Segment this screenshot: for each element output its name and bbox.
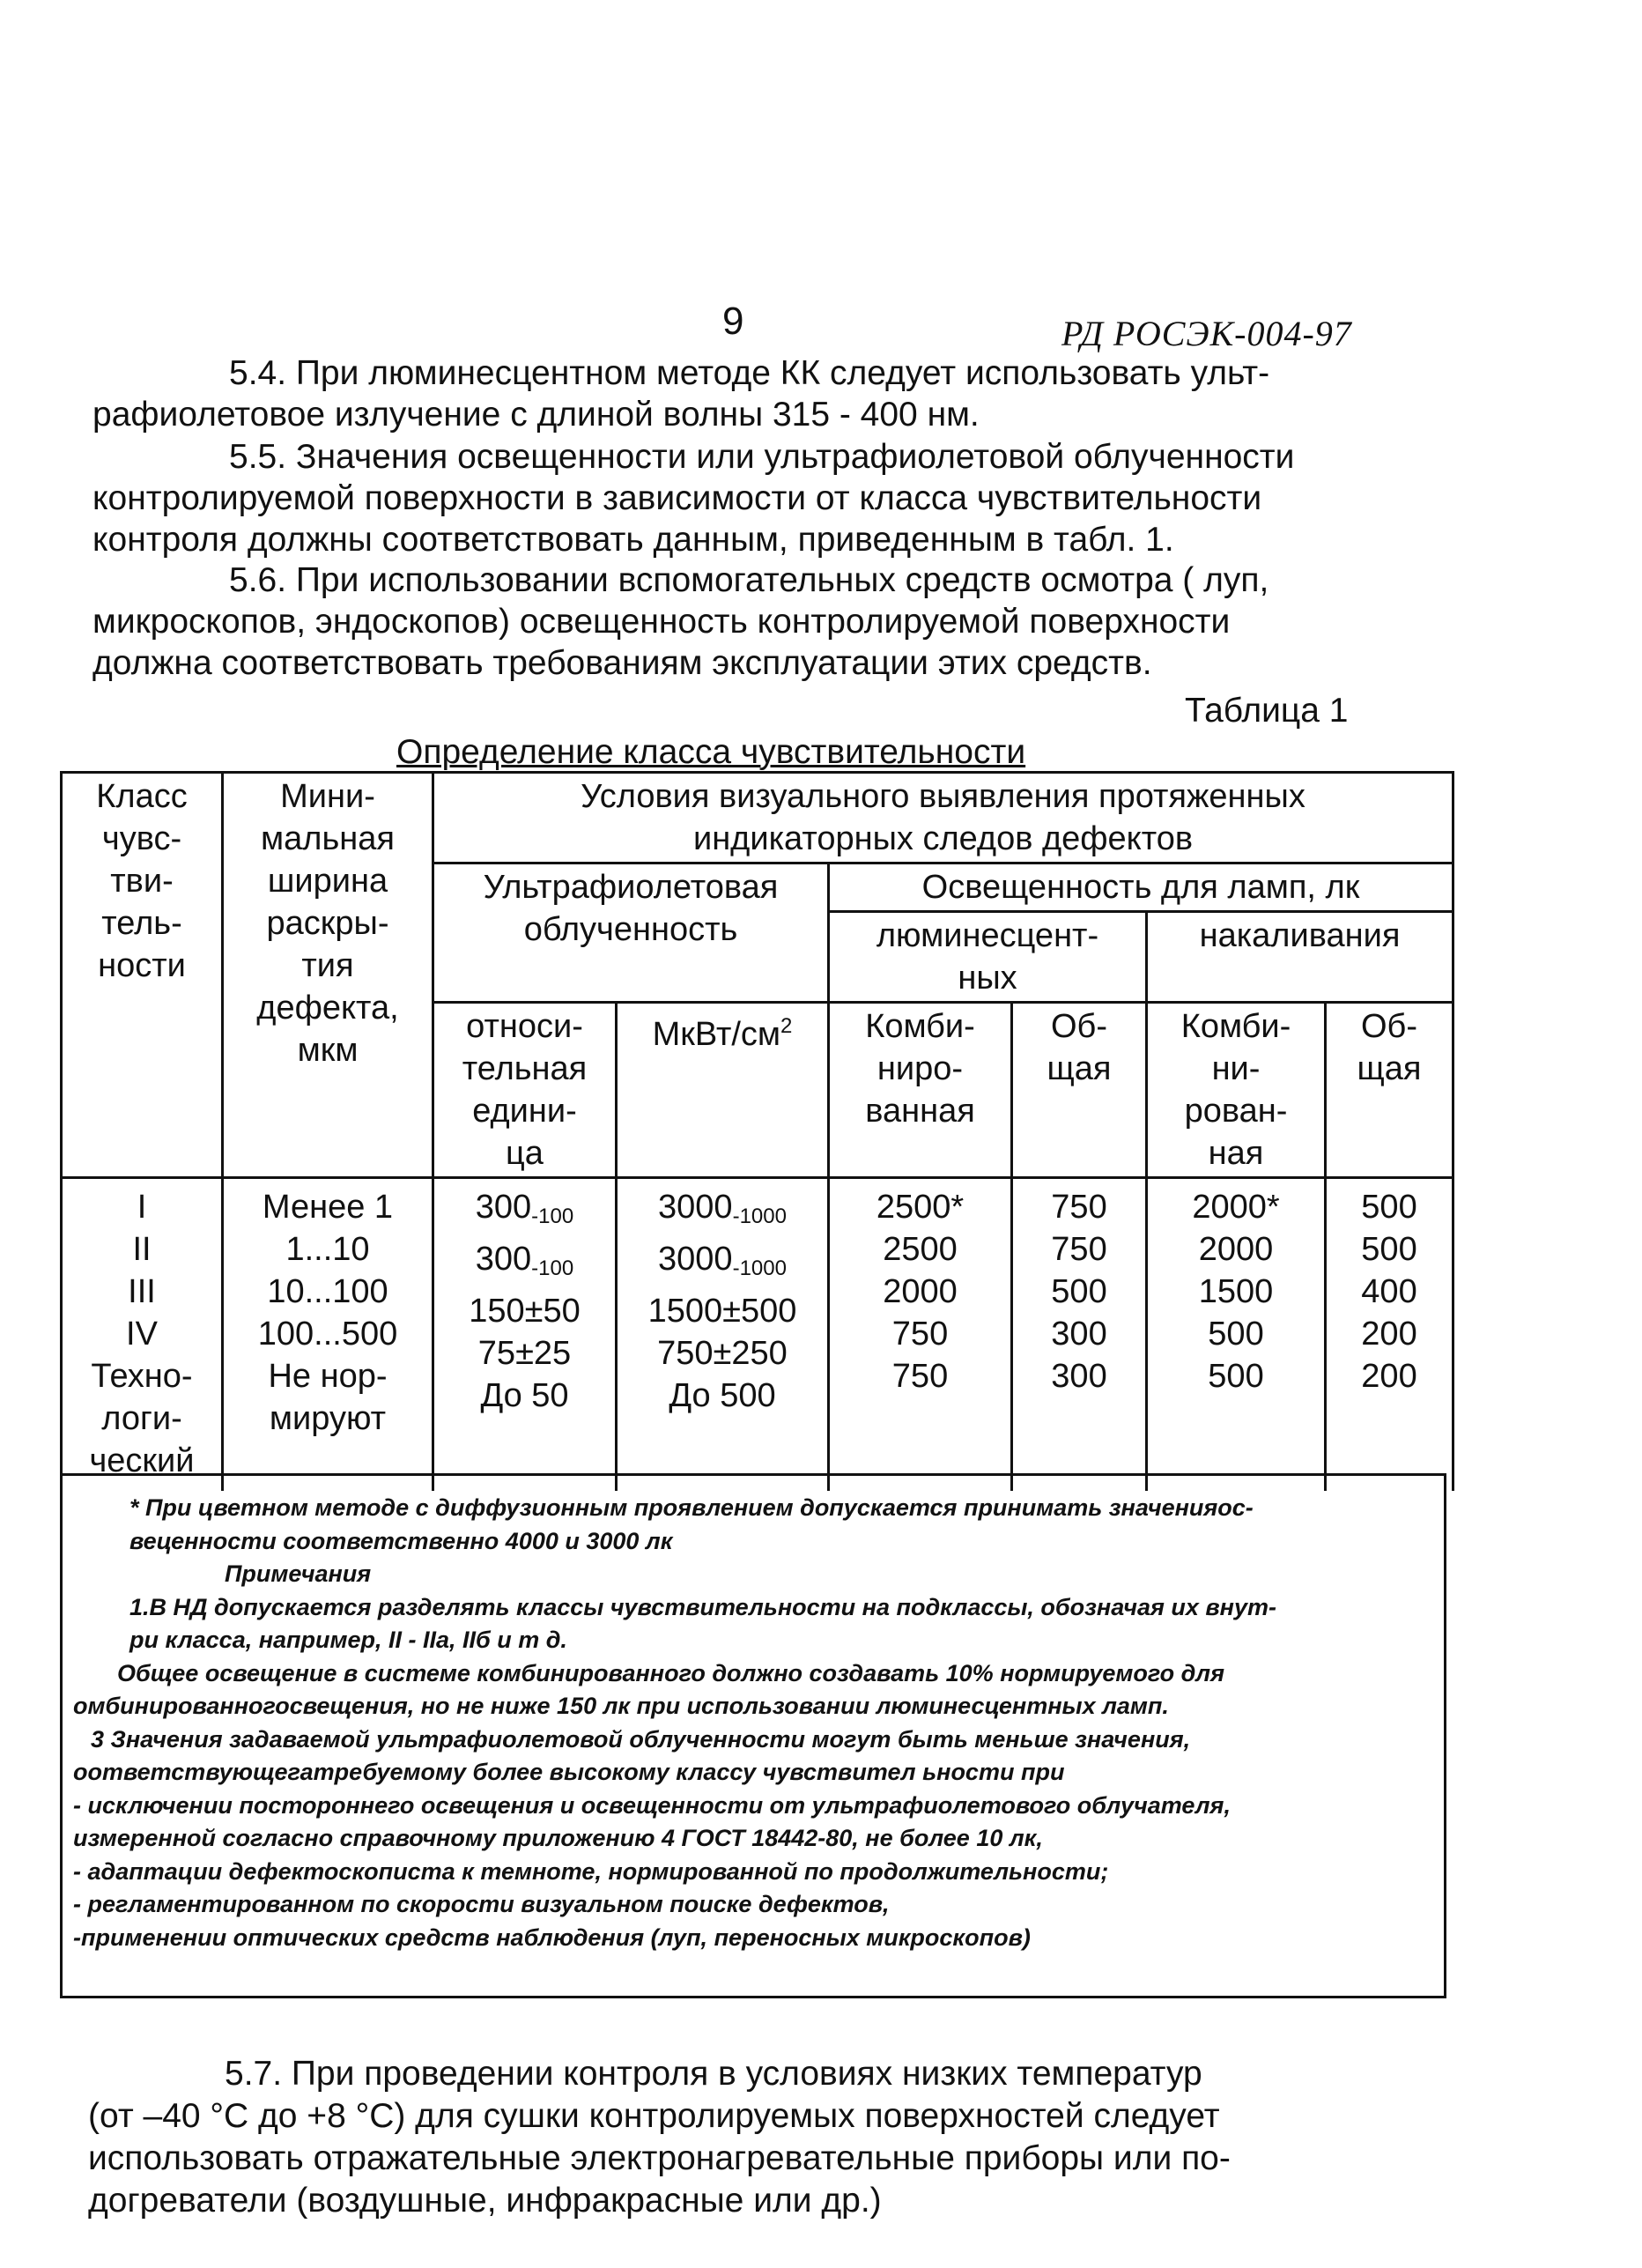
value-subscript: -100 xyxy=(531,1204,574,1228)
header-uv xyxy=(433,863,829,1003)
cell-value xyxy=(441,1186,608,1238)
cell-value: 500 xyxy=(1361,1231,1417,1268)
header-lum-general xyxy=(1012,1003,1147,1178)
column-lum-general-values xyxy=(1012,1178,1147,1491)
cell-value xyxy=(441,1290,608,1332)
cell-value: 2500* xyxy=(876,1189,965,1226)
header-text: ниро- xyxy=(876,1050,964,1087)
header-text: тель- xyxy=(101,905,182,942)
value-main: До 50 xyxy=(480,1377,569,1414)
header-class xyxy=(62,773,223,1178)
header-text: Об- xyxy=(1361,1008,1417,1045)
cell-value: 500 xyxy=(1051,1273,1107,1310)
note-line: 3 Значения задаваемой ультрафиолетовой облученности могут быть меньше значения, xyxy=(91,1725,1191,1753)
header-text: облученность xyxy=(523,911,738,948)
note-line: измеренной согласно справочному приложению 4 ГОСТ 18442-80, не более 10 лк, xyxy=(73,1825,1043,1851)
header-text: ширина xyxy=(267,863,388,900)
text-line: (от –40 °С до +8 °С) для сушки контролируемых поверхностей следует xyxy=(88,2097,1220,2135)
cell-value: 400 xyxy=(1361,1273,1417,1310)
page-number: 9 xyxy=(722,300,744,343)
cell-value xyxy=(441,1238,608,1290)
table-title-text: Определение класса чувствительности xyxy=(396,733,1026,771)
column-inc-combined-values xyxy=(1147,1178,1326,1491)
cell-value xyxy=(625,1186,820,1238)
header-text: Комби- xyxy=(1180,1008,1291,1045)
header-text: ных xyxy=(958,960,1017,997)
header-luminescent xyxy=(829,912,1147,1003)
cell-value: 2500 xyxy=(883,1231,958,1268)
header-text: ни- xyxy=(1211,1050,1261,1087)
cell-value xyxy=(441,1375,608,1417)
header-text: чувс- xyxy=(101,820,182,857)
cell-value: III xyxy=(128,1273,156,1310)
cell-value: 200 xyxy=(1361,1316,1417,1353)
text-line: догреватели (воздушные, инфракрасные или др.) xyxy=(88,2182,882,2220)
text-line: использовать отражательные электронагревательные приборы или по- xyxy=(88,2139,1231,2177)
header-text: накаливания xyxy=(1199,917,1401,954)
header-text: относи- xyxy=(466,1008,583,1045)
table-label: Таблица 1 xyxy=(1185,692,1349,730)
header-text: Мини- xyxy=(280,778,375,815)
column-relative-values xyxy=(433,1178,617,1491)
cell-value: Не нор- xyxy=(268,1358,388,1395)
text-line: микроскопов, эндоскопов) освещенность контролируемой поверхности xyxy=(92,603,1231,641)
header-text: мальная xyxy=(261,820,395,857)
cell-value: II xyxy=(132,1231,152,1268)
cell-value xyxy=(441,1332,608,1375)
header-text: индикаторных следов дефектов xyxy=(692,820,1194,857)
value-main: 1500±500 xyxy=(647,1293,797,1330)
column-inc-general-values xyxy=(1326,1178,1453,1491)
paragraph-5-4 xyxy=(92,352,1269,435)
header-text: ванная xyxy=(865,1093,975,1130)
header-text: раскры- xyxy=(266,905,389,942)
note-line: оответствующегатребуемому более высокому классу чувствител ьности при xyxy=(73,1759,1065,1785)
note-line: омбинированногосвещения, но не ниже 150 лк при использовании люминесцентных ламп. xyxy=(73,1693,1169,1719)
text-line: рафиолетовое излучение с длиной волны 315 - 400 нм. xyxy=(92,396,980,434)
note-line: ри класса, например, II - IIа, IIб и т д. xyxy=(129,1627,567,1653)
text-line: контроля должны соответствовать данным, приведенным в табл. 1. xyxy=(92,521,1174,559)
value-main: 300 xyxy=(475,1189,532,1226)
header-text: едини- xyxy=(472,1093,577,1130)
value-subscript: -1000 xyxy=(732,1204,787,1228)
header-text: Освещенность для ламп, лк xyxy=(921,869,1360,906)
cell-value xyxy=(625,1332,820,1375)
notes-heading: Примечания xyxy=(225,1560,372,1587)
cell-value: 750 xyxy=(1051,1189,1107,1226)
cell-value xyxy=(625,1375,820,1417)
value-subscript: -1000 xyxy=(732,1256,787,1280)
text-line: 5.7. При проведении контроля в условиях низких температур xyxy=(225,2055,1202,2093)
cell-value: I xyxy=(137,1189,147,1226)
cell-value: 500 xyxy=(1361,1189,1417,1226)
paragraph-5-7 xyxy=(88,2053,1231,2222)
header-text: Класс xyxy=(96,778,188,815)
text-line: 5.5. Значения освещенности или ультрафиолетовой облученности xyxy=(229,438,1295,476)
header-text: щая xyxy=(1047,1050,1112,1087)
cell-value: 750 xyxy=(1051,1231,1107,1268)
header-relative-unit xyxy=(433,1003,617,1178)
cell-value: Техно- xyxy=(91,1358,193,1395)
header-text: Об- xyxy=(1051,1008,1107,1045)
value-main: 3000 xyxy=(658,1241,733,1278)
cell-value: 2000 xyxy=(1198,1231,1274,1268)
header-incandescent xyxy=(1147,912,1453,1003)
table-notes xyxy=(60,1473,1446,1998)
header-text: ца xyxy=(506,1135,544,1172)
value-main: 300 xyxy=(475,1241,532,1278)
cell-value xyxy=(625,1290,820,1332)
value-main: 150±50 xyxy=(469,1293,581,1330)
cell-value: 2000* xyxy=(1192,1189,1280,1226)
table-title xyxy=(396,733,1025,772)
header-lum-combined xyxy=(829,1003,1012,1178)
note-line: -применении оптических средств наблюдения (луп, переносных микроскопов) xyxy=(73,1923,1031,1951)
cell-value: 300 xyxy=(1051,1358,1107,1395)
text-line: контролируемой поверхности в зависимости от класса чувствительности xyxy=(92,479,1262,517)
note-line: веценности соответственно 4000 и 3000 лк xyxy=(129,1527,673,1554)
header-text: тия xyxy=(301,947,354,984)
header-text: тви- xyxy=(110,863,174,900)
text-line: 5.6. При использовании вспомогательных средств осмотра ( луп, xyxy=(229,561,1269,599)
note-line: - адаптации дефектоскописта к темноте, нормированной по продолжительности; xyxy=(73,1857,1109,1885)
cell-value: 500 xyxy=(1208,1358,1264,1395)
header-inc-combined xyxy=(1147,1003,1326,1178)
column-class-values xyxy=(62,1178,223,1491)
cell-value: 200 xyxy=(1361,1358,1417,1395)
unit-text: МкВт/см xyxy=(652,1016,781,1053)
header-mkw xyxy=(617,1003,829,1178)
header-text: мкм xyxy=(297,1032,359,1069)
cell-value: IV xyxy=(126,1316,158,1353)
value-subscript: -100 xyxy=(531,1256,574,1280)
cell-value: 1500 xyxy=(1198,1273,1274,1310)
header-text: ности xyxy=(98,947,186,984)
header-text: щая xyxy=(1357,1050,1422,1087)
cell-value: 100...500 xyxy=(257,1316,398,1353)
cell-value: 10...100 xyxy=(267,1273,388,1310)
note-line: - исключении постороннего освещения и освещенности от ультрафиолетового облучателя, xyxy=(73,1791,1231,1819)
cell-value: мируют xyxy=(269,1400,387,1437)
paragraph-5-6 xyxy=(92,560,1268,684)
header-text: Ультрафиолетовая xyxy=(483,869,779,906)
text-line: должна соответствовать требованиям эксплуатации этих средств. xyxy=(92,644,1152,682)
value-main: 75±25 xyxy=(477,1335,572,1372)
value-main: 3000 xyxy=(658,1189,733,1226)
cell-value: 2000 xyxy=(883,1273,958,1310)
column-lum-combined-values xyxy=(829,1178,1012,1491)
header-conditions xyxy=(433,773,1453,863)
column-mkw-values xyxy=(617,1178,829,1491)
value-main: 750±250 xyxy=(657,1335,788,1372)
cell-value: 300 xyxy=(1051,1316,1107,1353)
header-text: дефекта, xyxy=(256,989,399,1027)
column-width-values xyxy=(223,1178,433,1491)
header-min-width xyxy=(223,773,433,1178)
cell-value: 750 xyxy=(891,1358,949,1395)
unit-superscript: 2 xyxy=(780,1014,793,1038)
note-line: - регламентированном по скорости визуальном поиске дефектов, xyxy=(73,1891,890,1917)
cell-value: 500 xyxy=(1208,1316,1264,1353)
cell-value: 750 xyxy=(891,1316,949,1353)
cell-value xyxy=(625,1238,820,1290)
header-text: ная xyxy=(1208,1135,1264,1172)
header-inc-general xyxy=(1326,1003,1453,1178)
note-line: 1.В НД допускается разделять классы чувствительности на подклассы, обозначая их внут- xyxy=(129,1593,1276,1620)
value-main: До 500 xyxy=(669,1377,776,1414)
cell-value: логи- xyxy=(101,1400,182,1437)
note-line: * При цветном методе с диффузионным проявлением допускается принимать значенияос- xyxy=(129,1494,1254,1521)
cell-value: ческий xyxy=(89,1442,195,1479)
cell-value: 1...10 xyxy=(285,1231,370,1268)
header-illuminance xyxy=(829,863,1453,912)
header-text: Комби- xyxy=(865,1008,975,1045)
document-id: РД РОСЭК-004-97 xyxy=(1061,314,1352,353)
text-line: 5.4. При люминесцентном методе КК следует использовать ульт- xyxy=(229,354,1270,392)
paragraph-5-5 xyxy=(92,436,1294,560)
header-text xyxy=(625,1005,820,1056)
header-text: люминесцент- xyxy=(876,917,1099,954)
header-text: рован- xyxy=(1184,1093,1288,1130)
cell-value: Менее 1 xyxy=(262,1189,394,1226)
header-text: Условия визуального выявления протяженных xyxy=(581,778,1305,815)
sensitivity-class-table xyxy=(60,771,1454,1491)
header-text: тельная xyxy=(462,1050,588,1087)
note-line: Общее освещение в системе комбинированного должно создавать 10% нормируемого для xyxy=(117,1659,1225,1686)
